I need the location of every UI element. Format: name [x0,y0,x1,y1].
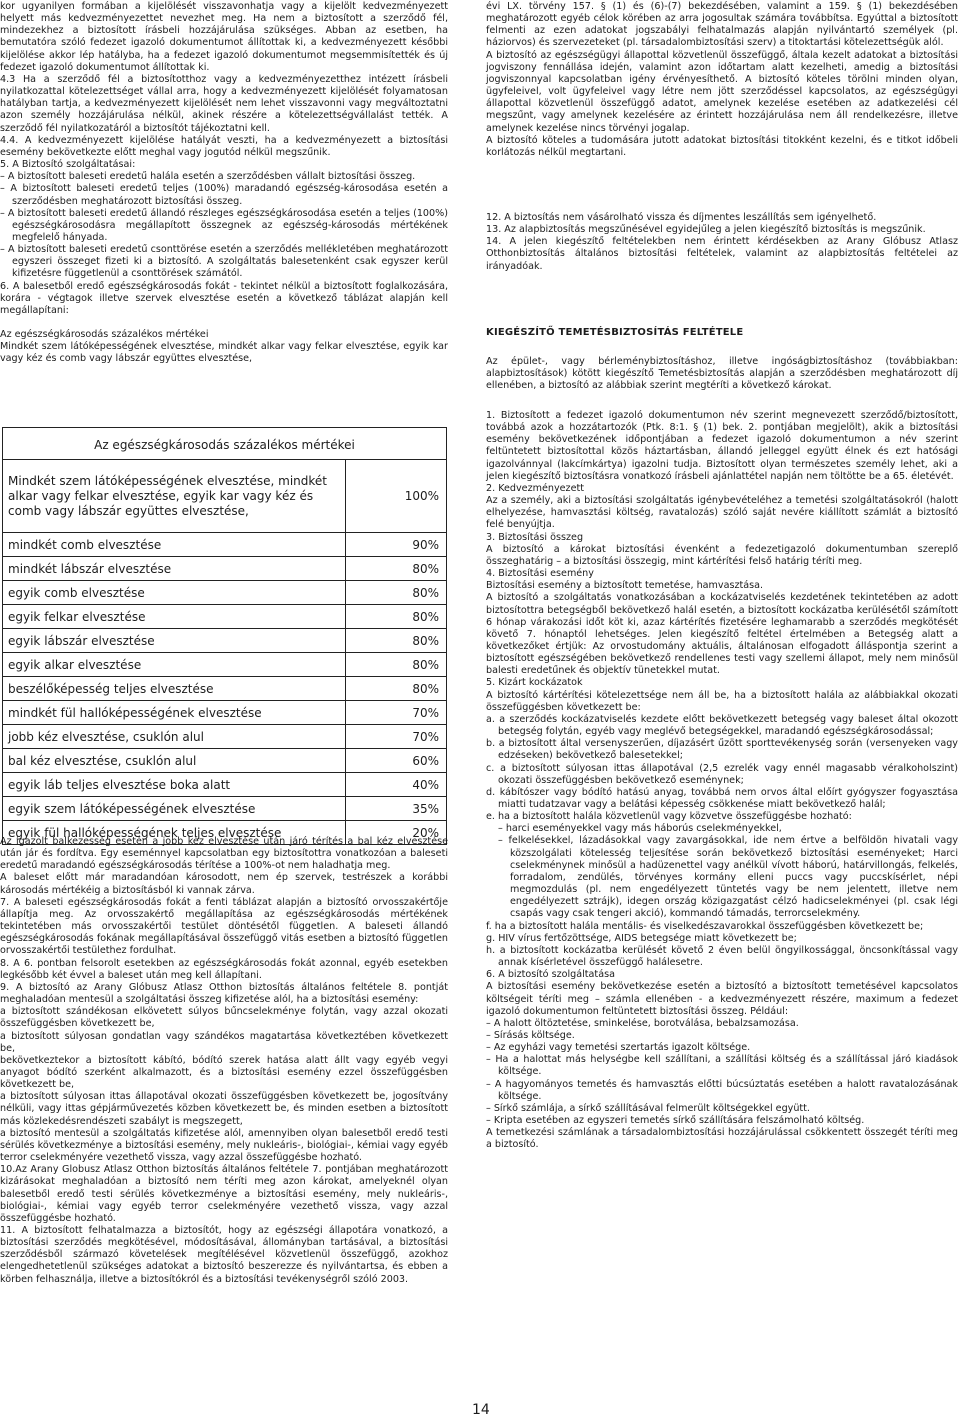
exclusion-subitem: – felkelésekkel, lázadásokkal vagy zavargásokkal, ide nem értve a belföldön hivatali vagy közszolgálati kötelesség teljesítése során bekövetkező biztosítási eseményeket; Harci cselekménynek minősül a hadüzenettel vagy anélkül vívott háború, határvillongás, felkelés, forradalom, zendülés, törvényes kormány elleni puccs vagy puccskísérlet, népi megmozdulás (pl. nem engedélyezett tüntetés vagy be nem jelentett, illetve nem engedélyezett sztrájk), idegen ország közigazgatást célzó hadicselekményei (pl. csak légi csapás vagy csak tengeri akció), kommandó támadás, terrorcselekmény. [498,835,958,920]
exclusion-subitem: – harci eseményekkel vagy más háborús cselekményekkel, [498,823,782,835]
table-intro-text: Mindkét szem látóképességének elvesztése, mindkét alkar vagy felkar elvesztése, egyik kar vagy kéz és comb vagy lábszár együttes elvesztése, [0,341,448,365]
paragraph: Az igazolt balkezesség esetén a jobb kéz elvesztése után járó térítés a bal kéz elvesztése után jár és fordítva. Egy eseménnyel kapcsolatban egy biztosítottra vonatkozóan a baleseti eredetű maradandó egészségkárosodás térítése a 100%-ot nem haladhatja meg. [0,836,448,872]
left-bottom-text [0,836,448,1286]
damage-percentage-table [2,427,447,845]
damage-label: egyik comb elvesztése [3,581,346,605]
exclusion-item: d. kábítószer vagy bódító hatású anyag, továbbá nem orvos által előírt gyógyszer fogyasztása miatti tudatzavar vagy a belátási képesség csökkenése miatt bekövetkező halál; [486,786,958,810]
paragraph: 7. A baleseti egészségkárosodás fokát a fenti táblázat alapján a biztosító orvosszakértője állapítja meg. Az orvosszakértő megállapítása az egészségkárosodás mértékének tekintetében más orvosszakértői testület döntésétől független. A baleseti állandó egészségkárosodás fokának megállapításával összefüggő vitás esetben a biztosító független orvosszakértői testülethez fordulhat. [0,896,448,957]
paragraph: 8. A 6. pontban felsorolt esetekben az egészségkárosodás fokát azonnal, egyéb esetekben legkésőbb két évvel a baleset után meg kell állapítani. [0,957,448,981]
damage-label: egyik fül hallóképességének teljes elvesztése [3,821,346,845]
paragraph: A temetkezési számlának a társadalombiztosítási hozzájárulással csökkentett összegét téríti meg a biztosító. [486,1127,958,1151]
cost-item: – Az egyházi vagy temetési szertartás igazolt költsége. [486,1042,751,1054]
damage-label: beszélőképesség teljes elvesztése [3,677,346,701]
damage-label: mindkét lábszár elvesztése [3,557,346,581]
paragraph: a biztosított súlyosan gondatlan vagy szándékos magatartása következtében következett be, [0,1030,448,1054]
exclusion-item: a. a szerződés kockázatviselés kezdete előtt bekövetkezett betegség vagy baleset által okozott betegség folytán, egyéb vagy meglévő betegségekkel, maradandó egészségkárosodással; [486,713,958,738]
cost-item: – A halott öltöztetése, sminkelése, borotválása, bebalzsamozása. [486,1017,799,1029]
damage-label: Mindkét szem látóképességének elvesztése, mindkét alkar vagy felkar elvesztése, egyik kar vagy kéz és comb vagy lábszár együttes elvesztése, [3,460,346,533]
service-item: – A biztosított baleseti eredetű állandó részleges egészségkárosodása esetén a teljes (100%) egészségkárosodásra megállapított összegnek az egészség-károsodás mértékének megfelelő hányada. [0,207,448,243]
damage-label: egyik szem látóképességének elvesztése [3,797,346,821]
damage-label: jobb kéz elvesztése, csuklón alul [3,725,346,749]
paragraph: 5. A Biztosító szolgáltatásai: [0,159,136,171]
paragraph: 4.3 Ha a szerződő fél a biztosítotthoz vagy a kedvezményezetthez intézett írásbeli nyilatkozattal kötelezettséget vállal arra, hogy a kedvezményezett kijelölését folyamatosan hatályban tartja, a kedvezményezett kijelölését nem lehet visszavonni vagy megváltoztatni azon személy hozzájárulása nélkül, akinek részére a kötelezettségvállalást tették. A szerződő fél nyilatkozatáról a biztosítót tájékoztatni kell. [0,73,448,134]
paragraph: A baleset előtt már maradandóan károsodott, nem ép szervek, testrészek a korábbi károsodás mértékéig a biztosításból ki vannak zárva. [0,872,448,896]
paragraph: 3. Biztosítási összeg [486,531,584,543]
damage-percent: 80% [346,557,447,581]
damage-percent: 80% [346,677,447,701]
damage-percent: 80% [346,653,447,677]
damage-label: bal kéz elvesztése, csuklón alul [3,749,346,773]
damage-percent: 80% [346,605,447,629]
damage-percent: 70% [346,701,447,725]
table-row [3,605,447,629]
paragraph: 4. Biztosítási esemény [486,568,594,580]
paragraph: Az épület-, vagy bérleménybiztosításhoz, illetve ingóságbiztosításhoz (továbbiakban: alapbiztosítások) kötött kiegészítő Temetésbiztosítás alapján a szerződésben meghatározott díj ellenében, a biztosító az alábbiak szerint megtéríti a következő károkat. [486,356,958,392]
damage-label: egyik láb teljes elvesztése boka alatt [3,773,346,797]
paragraph: A biztosítási esemény bekövetkezése esetén a biztosító a biztosított temetésével kapcsolatos költségeit téríti meg – számla ellenében - a kedvezményezett részére, maximum a fedezet igazoló dokumentumon feltüntetett biztosítási összeg. Például: [486,981,958,1017]
paragraph: A biztosító köteles a tudomására jutott adatokat biztosítási titokként kezelni, és e titkot időbeli korlátozás nélkül megtartani. [486,134,958,158]
paragraph: A biztosító kártérítési kötelezettsége nem áll be, ha a biztosított halála az alábbiakkal okozati összefüggésben következett be: [486,689,958,713]
paragraph: 2. Kedvezményezett [486,482,584,494]
paragraph: Az a személy, aki a biztosítási szolgáltatás igénybevételéhez a temetési szolgáltatásokról (halott elhelyezése, hamvasztási költség, ravatalozás) szóló saját nevére kiállított számlát a biztosító felé benyújtja. [486,495,958,531]
table-row [3,773,447,797]
left-top-text [0,1,448,366]
damage-percent: 60% [346,749,447,773]
paragraph: 11. A biztosított felhatalmazza a biztosítót, hogy az egészségi állapotára vonatkozó, a biztosítási szerződés megkötésével, módosításával, állományban tartásával, a biztosítási szerződésből származó követelések megítélésével közvetlenül összefüggő, azokhoz elengedhetetlenül szükséges adatokat a biztosító beszerezze és nyilvántartsa, és ebben a körben felhasználja, illetve a biztosítókról és a biztosítási tevékenységről szóló 2003. [0,1225,448,1285]
table-row [3,797,447,821]
cost-item: – Ha a halottat más helységbe kell szállítani, a szállítási költség és a szállítással járó kiadások költsége. [486,1054,958,1078]
service-item: – A biztosított baleseti eredetű halála esetén a szerződésben vállalt biztosítási összeg. [0,171,416,183]
table-intro-title: Az egészségkárosodás százalékos mértékei [0,329,209,341]
damage-percent: 20% [346,821,447,845]
paragraph: A biztosító az egészségügyi állapottal közvetlenül összefüggő, általa kezelt adatokat a biztosítási jogviszony fennállása idején, valamint azon időtartam alatt kezelheti, amedig a biztosítási jogviszonnyal kapcsolatban igény érvényesíthető. A biztosító köteles törölni minden olyan, ügyfeleivel, volt ügyfeleivel vagy létre nem jött szerződéssel kapcsolatos, az egészségügyi állapottal közvetlenül összefüggő adatot, amelynek kezelése esetében az adatkezelési cél megszűnt, vagy amelynek kezelésére az érintett hozzájárulása nem áll rendelkezésre, illetve amelynek kezelése nincs törvényi jogalap. [486,49,958,134]
paragraph: 12. A biztosítás nem vásárolható vissza és díjmentes leszállítás sem igényelhető. [486,212,877,223]
damage-percent: 100% [346,460,447,533]
table-row [3,629,447,653]
exclusion-item: b. a biztosított által versenyszerűen, díjazásért űzött sporttevékenység során (versenyeken vagy edzéseken) bekövetkező balesetekkel; [486,738,958,762]
table-row [3,460,447,533]
paragraph: 5. Kizárt kockázatok [486,677,583,689]
paragraph: 10.Az Arany Globusz Atlasz Otthon biztosítás általános feltétele 7. pontjában meghatározott kizárásokat meghaladóan a biztosító nem téríti meg azon károkat, amelyeknél olyan balesetből eredő testi sérülés következménye a biztosítási esemény, mely nukleáris-, biológiai-, kémiai vagy egyéb terror cselekményére vezethető vissza, vagy azzal összefüggésbe hozható. [0,1164,448,1224]
damage-label: mindkét comb elvesztése [3,533,346,557]
paragraph: 1. Biztosított a fedezet igazoló dokumentumon név szerint megnevezett szerződő/biztosított, továbbá azok a hozzátartozók (Ptk. 8:1. § (1) bek. 2. pontjában megjelölt), akik a biztosítási esemény bekövetkezének időpontjában a fedezet igazoló dokumentumon a név szerint feltüntetett biztosítottal közös háztartásban, állandó jelleggel együtt élnek és ezt hatósági igazolvánnyal (lakcímkártya) igazolni tudja. Biztosított olyan természetes személy lehet, aki a jelen kiegészítő biztosításra vonatkozó írásbeli ajánlattétel napján nem töltötte be a 65. életévét. [486,410,958,482]
paragraph: a biztosított szándékosan elkövetett súlyos bűncselekménye folytán, vagy azzal okozati összefüggésben következett be, [0,1006,448,1030]
page-number: 14 [472,1402,490,1418]
table-row [3,557,447,581]
exclusion-item: e. ha a biztosított halála közvetlenül vagy közvetve összefüggésbe hozható: [486,811,852,823]
cost-item: – Kripta esetében az egyszeri temetés sírkő szállítására felszámolható költség. [486,1115,865,1127]
right-body-text [486,410,958,1152]
exclusion-item: h. a biztosított kockázatba kerülését követő 2 éven belül öngyilkossággal, öncsonkítással vagy annak kísérletével összefüggő halálesetre. [486,944,958,969]
paragraph: Biztosítási esemény a biztosított temetése, hamvasztása. [486,580,764,592]
damage-label: egyik alkar elvesztése [3,653,346,677]
exclusion-item: f. ha a biztosított halála mentális- és viselkedészavarokkal összefüggésben következett be; [486,920,924,932]
right-top-text [486,1,958,159]
paragraph: 13. Az alapbiztosítás megszűnésével egyidejűleg a jelen kiegészítő biztosítás is megszűnik. [486,224,926,236]
damage-percent: 90% [346,533,447,557]
paragraph: 6. A balesetből eredő egészségkárosodás fokát - tekintet nélkül a biztosított foglalkozására, korára - végtagok illetve szervek elvesztése esetén a következő táblázat alapján kell megállapítani: [0,280,448,316]
damage-percent: 70% [346,725,447,749]
damage-percent: 80% [346,581,447,605]
paragraph: 6. A biztosító szolgáltatása [486,969,615,981]
paragraph: a biztosító mentesül a szolgáltatás kifizetése alól, amennyiben olyan balesetből eredő testi sérülés következménye a biztosítási esemény, mely nukleáris-, biológiai-, kémiai vagy egyéb terror cselekményére vezethető vissza, vagy azzal összefüggésbe hozható. [0,1127,448,1164]
table-row [3,533,447,557]
section-heading-block [486,327,958,339]
table-row [3,677,447,701]
exclusion-item: g. HIV vírus fertőzöttsége, AIDS betegsége miatt következett be; [486,932,797,944]
service-item: – A biztosított baleseti eredetű teljes (100%) maradandó egészség-károsodása esetén a szerződésben meghatározott biztosítási összeg. [0,183,448,207]
table-row [3,581,447,605]
cost-item: – Sírásás költsége. [486,1029,575,1041]
table-row [3,653,447,677]
paragraph: 4.4. A kedvezményezett kijelölése hatályát veszti, ha a kedvezményezett a biztosítási esemény bekövetkezte előtt meghal vagy jogutód nélkül megszűnik. [0,134,448,158]
table-row [3,701,447,725]
paragraph: A biztosító a károkat biztosítási évenként a fedezetigazoló dokumentumban szereplő összeghatárig – a biztosítási összegig, mint kártérítési felső határig téríti meg. [486,543,958,567]
table-row [3,725,447,749]
damage-label: egyik lábszár elvesztése [3,629,346,653]
table-row [3,749,447,773]
cost-item: – Sírkő számlája, a sírkő szállításával felmerült költségekkel együtt. [486,1102,810,1114]
paragraph: évi LX. törvény 157. § (1) és (6)-(7) bekezdésében, valamint a 159. § (1) bekezdésében meghatározott egyéb célok körében az arra jogosultak számára továbbítsa. Egyúttal a biztosított felmenti az ezen adatokat jogszabályi felhatalmazás alapján nyilvántartó személyek (pl. háziorvos) és szervezeteket (pl. társadalombiztosítási szerv) a titoktartási kötelezettségük alól. [486,1,958,49]
paragraph: a biztosított súlyosan ittas állapotával okozati összefüggésben következett be, jogosítvány nélküli, vagy ittas gépjárművezetés közben következett be, és minden esetben a biztosított más közlekedésrendészeti szabályt is megszegett, [0,1091,448,1127]
exclusion-item: c. a biztosított súlyosan ittas állapotával (2,5 ezrelék vagy ennél magasabb véralkoholszint) okozati összefüggésben bekövetkező eseménynek; [486,762,958,786]
damage-label: mindkét fül hallóképességének elvesztése [3,701,346,725]
damage-percent: 80% [346,629,447,653]
paragraph: 14. A jelen kiegészítő feltételekben nem érintett kérdésekben az Arany Glóbusz Atlasz Otthonbiztosítás általános biztosítási feltételek, valamint az alapbiztosítás feltételei az irányadóak. [486,236,958,272]
cost-item: – A hagyományos temetés és hamvasztás előtti búcsúztatás esetében a halott ravatalozásának költsége. [486,1078,958,1102]
right-mid-text [486,212,958,273]
section-heading: KIEGÉSZÍTŐ TEMETÉSBIZTOSÍTÁS FELTÉTELE [486,327,744,338]
paragraph: 9. A biztosító az Arany Glóbusz Atlasz Otthon biztosítás általános feltétele 8. pontját meghaladóan mentesül a szolgáltatási összeg kifizetése alól, ha a biztosítási esemény: [0,981,448,1006]
service-item: – A biztosított baleseti eredetű csonttörése esetén a szerződés mellékletében meghatározott egyszeri összeget fizeti ki a biztosító. A szolgáltatás balesetenként csak egyszer kerül kifizetésre függetlenül a csonttörések számától. [0,244,448,280]
right-intro-text [486,356,958,392]
damage-percent: 40% [346,773,447,797]
paragraph: kor ugyanilyen formában a kijelölését visszavonhatja vagy a kijelölt kedvezményezett helyett más kedvezményezettet nevezhet meg. Ha nem a biztosított a szerződő fél, mindezekhez a biztosított írásbeli hozzájárulása szükséges. Abban az esetben, ha bemutatóra szóló fedezet igazoló dokumentumot állítottak ki, a kedvezményezett későbbi kijelölése akkor lép hatályba, ha a fedezet igazoló dokumentumot megsemmisítették és új fedezet igazoló dokumentumot állítottak ki. [0,1,448,73]
paragraph: bekövetkeztekor a biztosított kábító, bódító szerek hatása alatt állt vagy egyéb vegyi anyagot bódító szerként alkalmazott, és a biztosítási esemény ezzel összefüggésben következett be, [0,1054,448,1091]
paragraph: A biztosító a szolgáltatás vonatkozásában a kockázatviselés kezdetének tekintetében az adott biztosítottra betegségből bekövetkező halál esetén, a biztosított kockázatba kerülésétől számított 6 hónap várakozási időt köt ki, azaz kártérítés fizetésére leghamarabb a szerződés megkötését követő 7. hónaptól lehetséges. Jelen kiegészítő feltétel értelmében a Betegség alatt a következőket értjük: Az orvostudomány aktuális, általánosan elfogadott álláspontja szerint a biztosított egészségében bekövetkező rendellenes testi vagy szellemi állapot, mely nem minősül balesti eredetűnek és objektív tünetekkel mutat. [486,592,958,677]
damage-label: egyik felkar elvesztése [3,605,346,629]
damage-percent: 35% [346,797,447,821]
table-header: Az egészségkárosodás százalékos mértékei [3,428,447,460]
